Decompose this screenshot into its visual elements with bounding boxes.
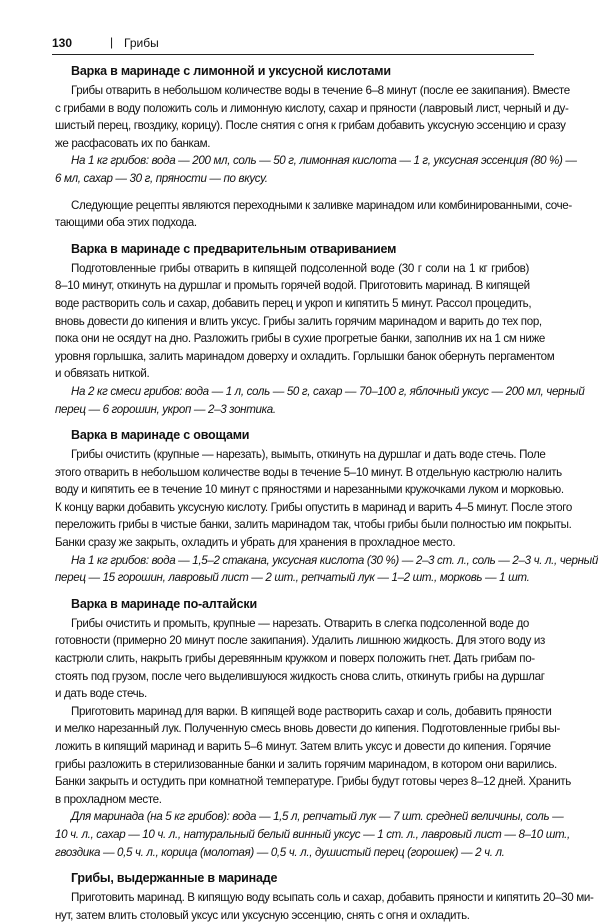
- text-line: Приготовить маринад для варки. В кипящей воде растворить сахар и соль, добавить пряности: [71, 704, 552, 718]
- body-paragraph: [55, 82, 570, 152]
- text-line: воду и кипятить ее в течение 10 минут с пряностями и нарезанными кружочками луком и морковью.: [55, 483, 564, 497]
- recipe-heading: Варка в маринаде с лимонной и уксусной кислотами: [71, 64, 391, 78]
- text-line: грибы разложить в стерилизованные банки и залить горячим маринадом, в котором они варились.: [55, 757, 557, 771]
- text-line: же расфасовать их по банкам.: [55, 136, 211, 150]
- spacer: [55, 232, 529, 240]
- text-line: Грибы отварить в небольшом количестве воды в течение 6–8 минут (после ее закипания). Вместе: [71, 84, 570, 97]
- text-line: гвоздика — 0,5 ч. л., корица (молотая) — 0,5 ч. л., душистый перец (горошек) — 2 ч. л.: [55, 845, 505, 859]
- text-line: перец — 6 горошин, укроп — 2–3 зонтика.: [55, 402, 276, 416]
- recipe-heading: Варка в маринаде по-алтайски: [71, 596, 257, 611]
- body-paragraph: [55, 703, 571, 809]
- text-line: На 1 кг грибов: вода — 1,5–2 стакана, уксусная кислота (30 %) — 2–3 ст. л., соль — 2–3 ч. л., черный: [71, 553, 598, 567]
- text-line: 6 мл, сахар — 30 г, пряности — по вкусу.: [55, 171, 268, 185]
- body-paragraph: [55, 889, 594, 924]
- body-paragraph: [55, 260, 555, 383]
- text-line: в прохладном месте.: [55, 792, 162, 806]
- ingredients-paragraph: [55, 383, 585, 418]
- text-line: нут, затем влить столовый уксус или уксусную эссенцию, снять с огня и охладить.: [55, 908, 470, 922]
- text-line: воде растворить соль и сахар, добавить перец и укроп и кипятить 5 минут. Рассол процедить,: [55, 296, 532, 310]
- body-paragraph: [55, 615, 545, 703]
- text-line: и обвязать ниткой.: [55, 367, 150, 381]
- spacer: [55, 587, 529, 595]
- text-line: стоять под грузом, после чего выделившуюся жидкость снова слить, откинуть грибы на дуршлаг: [55, 669, 545, 683]
- text-line: тающими оба этих подхода.: [55, 216, 197, 230]
- recipe-heading: Варка в маринаде с овощами: [71, 428, 250, 443]
- text-line: с грибами в воду положить соль и лимонную кислоту, сахар и пряности (лавровый лист, черный и ду-: [55, 101, 569, 115]
- text-line: и мелко нарезанный лук. Полученную смесь вновь довести до кипения. Подготовленные грибы вы-: [55, 722, 560, 736]
- text-line: На 2 кг смеси грибов: вода — 1 л, соль — 50 г, сахар — 70–100 г, яблочный уксус — 200 мл, черный: [71, 384, 585, 398]
- text-line: вновь довести до кипения и влить уксус. Грибы залить горячим маринадом и варить до тех пор,: [55, 314, 542, 328]
- spacer: [55, 861, 529, 869]
- spacer: [55, 188, 529, 197]
- page-content: [55, 62, 598, 924]
- recipe-heading: Варка в маринаде с предварительным отвариванием: [71, 241, 397, 256]
- text-line: Следующие рецепты являются переходными к заливке маринадом или комбинированными, соче-: [71, 198, 572, 212]
- spacer: [55, 418, 529, 426]
- text-line: Грибы очистить (крупные — нарезать), вымыть, откинуть на дуршлаг и дать воде стечь. Поле: [71, 448, 546, 462]
- running-header: [52, 34, 534, 55]
- text-line: этого отварить в небольшом количестве воды в течение 5–10 минут. В отдельную кастрюлю налить: [55, 465, 562, 479]
- body-paragraph: [55, 446, 572, 552]
- text-line: переложить грибы в чистые банки, залить маринадом так, чтобы грибы были полностью им покрыты.: [55, 518, 572, 532]
- text-line: Приготовить маринад. В кипящую воду всыпать соль и сахар, добавить пряности и кипятить 20–30 ми-: [71, 891, 594, 905]
- text-line: пока они не осядут на дно. Разложить грибы в сухие прогретые банки, заполнив их на 1 см ниже: [55, 332, 546, 346]
- text-line: К концу варки добавить уксусную кислоту. Грибы опустить в маринад и варить 4–5 минут. После этого: [55, 500, 572, 514]
- text-line: 8–10 минут, откинуть на дуршлаг и промыть горячей водой. Приготовить маринад. В кипящей: [55, 279, 530, 293]
- text-line: Банки закрыть и остудить при комнатной температуре. Грибы будут готовы через 8–12 дней. Хранить: [55, 775, 571, 789]
- body-paragraph: [55, 197, 572, 232]
- recipe-heading: Грибы, выдержанные в маринаде: [71, 871, 278, 886]
- text-line: ложить в кипящий маринад и варить 5–6 минут. Затем влить уксус и довести до кипения. Горячие: [55, 740, 551, 753]
- text-line: уровня горлышка, залить маринадом доверху и охладить. Горлышки банок обернуть пергаментом: [55, 349, 555, 363]
- page-number: 130: [52, 36, 73, 50]
- text-line: кастрюли слить, накрыть грибы деревянным кружком и поверх положить гнет. Дать грибам по-: [55, 652, 535, 666]
- text-line: 10 ч. л., сахар — 10 ч. л., натуральный белый винный уксус — 1 ст. л., лавровый лист — 8–10 шт.,: [55, 827, 570, 841]
- ingredients-paragraph: [55, 552, 598, 587]
- section-title: Грибы: [124, 36, 159, 50]
- text-line: перец — 15 горошин, лавровый лист — 2 шт., репчатый лук — 1–2 шт., морковь — 1 шт.: [55, 571, 530, 585]
- text-line: На 1 кг грибов: вода — 200 мл, соль — 50 г, лимонная кислота — 1 г, уксусная эссенция (80 %) —: [71, 154, 577, 168]
- text-line: Грибы очистить и промыть, крупные — нарезать. Отварить в слегка подсоленной воде до: [71, 616, 529, 630]
- ingredients-paragraph: [55, 152, 577, 187]
- text-line: Для маринада (на 5 кг грибов): вода — 1,5 л, репчатый лук — 7 шт. средней величины, соль —: [71, 810, 564, 824]
- text-line: Подготовленные грибы отварить в кипящей подсоленной воде (30 г соли на 1 кг грибов): [71, 261, 529, 275]
- ingredients-paragraph: [55, 808, 570, 861]
- text-line: готовности (примерно 20 минут после закипания). Удалить лишнюю жидкость. Для этого воду из: [55, 634, 545, 648]
- text-line: шистый перец, гвоздику, корицу). После снятия с огня к грибам добавить уксусную эссенцию и сразу: [55, 119, 566, 133]
- header-separator: |: [110, 35, 114, 49]
- text-line: Банки сразу же закрыть, охладить и убрать для хранения в прохладное место.: [55, 536, 456, 550]
- text-line: и дать воде стечь.: [55, 687, 147, 701]
